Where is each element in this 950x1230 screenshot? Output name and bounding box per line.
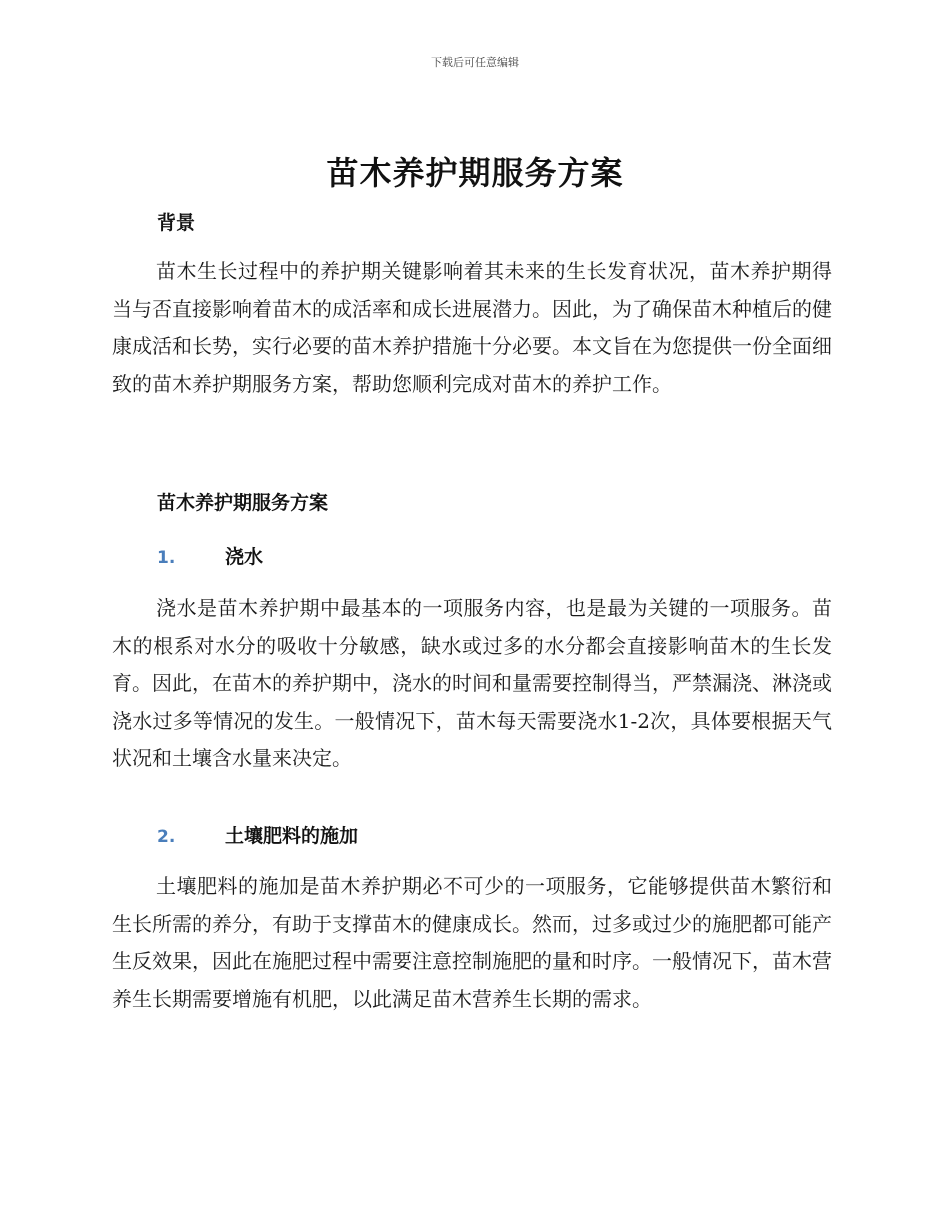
item-heading-watering — [157, 542, 263, 569]
background-paragraph: 苗木生长过程中的养护期关键影响着其未来的生长发育状况，苗木养护期得当与否直接影响着苗木的成活率和成长进展潜力。因此，为了确保苗木种植后的健康成活和长势，实行必要的苗木养护措施十分必要。本文旨在为您提供一份全面细致的苗木养护期服务方案，帮助您顺利完成对苗木的养护工作。 — [112, 259, 832, 396]
document-title: 苗木养护期服务方案 — [326, 154, 624, 192]
item-title: 土壤肥料的施加 — [225, 825, 359, 847]
header-note: 下载后可任意编辑 — [431, 56, 519, 69]
item-number: 2. — [157, 827, 176, 847]
fertilizer-paragraph: 土壤肥料的施加是苗木养护期必不可少的一项服务，它能够提供苗木繁衍和生长所需的养分，有助于支撑苗木的健康成长。然而，过多或过少的施肥都可能产生反效果，因此在施肥过程中需要注意控制施肥的量和时序。一般情况下，苗木营养生长期需要增施有机肥，以此满足苗木营养生长期的需求。 — [112, 874, 832, 1011]
item-number: 1. — [157, 548, 176, 568]
item-title: 浇水 — [225, 546, 264, 568]
item-heading-fertilizer — [157, 821, 358, 848]
section-heading-plan: 苗木养护期服务方案 — [157, 492, 329, 514]
watering-paragraph: 浇水是苗木养护期中最基本的一项服务内容，也是最为关键的一项服务。苗木的根系对水分的吸收十分敏感，缺水或过多的水分都会直接影响苗木的生长发育。因此，在苗木的养护期中，浇水的时间和量需要控制得当，严禁漏浇、淋浇或浇水过多等情况的发生。一般情况下，苗木每天需要浇水1-2次，具体要根据天气状况和土壤含水量来决定。 — [112, 596, 832, 770]
section-heading-background: 背景 — [157, 212, 196, 234]
